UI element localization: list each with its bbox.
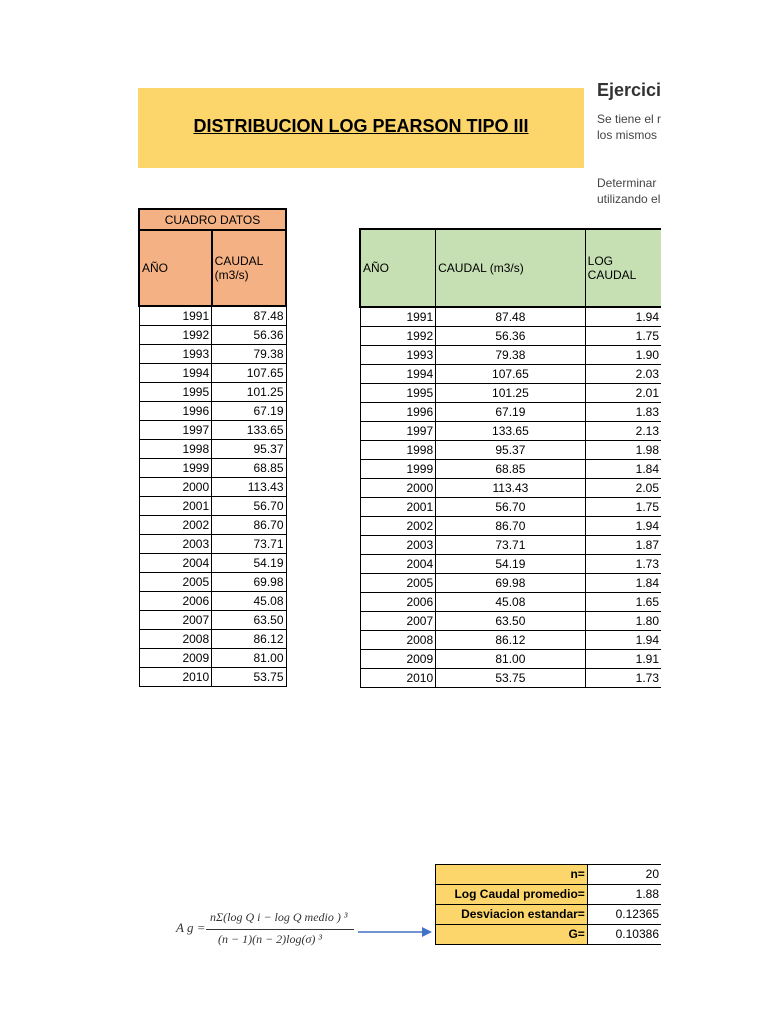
summary-label-n: n= bbox=[436, 865, 588, 885]
table-row bbox=[360, 384, 661, 403]
summary-label-mean: Log Caudal promedio= bbox=[436, 885, 588, 905]
table-row bbox=[139, 326, 286, 345]
exercise-line: utilizando el bbox=[597, 192, 661, 206]
table-row bbox=[139, 573, 286, 592]
table-row bbox=[360, 574, 661, 593]
table-cell: 1998 bbox=[360, 441, 436, 460]
table-cell: 113.43 bbox=[212, 478, 286, 497]
table-cell: 1997 bbox=[360, 422, 436, 441]
table-row bbox=[139, 364, 286, 383]
table-cell: 2.13 bbox=[585, 422, 661, 441]
table-cell: 56.36 bbox=[436, 327, 586, 346]
table-row bbox=[360, 307, 661, 327]
table-cell: 1992 bbox=[360, 327, 436, 346]
table-caption: CUADRO DATOS bbox=[139, 209, 286, 230]
table-cell: 68.85 bbox=[436, 460, 586, 479]
table-cell: 56.36 bbox=[212, 326, 286, 345]
table-cell: 1991 bbox=[139, 306, 212, 326]
column-header-year: AÑO bbox=[139, 230, 212, 306]
column-header-log-flow: LOG CAUDAL bbox=[585, 229, 661, 307]
table-row bbox=[139, 535, 286, 554]
table-cell: 1.91 bbox=[585, 650, 661, 669]
table-cell: 1.98 bbox=[585, 441, 661, 460]
table-row bbox=[360, 498, 661, 517]
table-cell: 1992 bbox=[139, 326, 212, 345]
summary-value-mean: 1.88 bbox=[587, 885, 661, 905]
table-cell: 1.90 bbox=[585, 346, 661, 365]
table-cell: 79.38 bbox=[212, 345, 286, 364]
table-row bbox=[360, 555, 661, 574]
table-cell: 133.65 bbox=[212, 421, 286, 440]
table-row bbox=[360, 422, 661, 441]
table-cell: 1.75 bbox=[585, 327, 661, 346]
page-title: DISTRIBUCION LOG PEARSON TIPO III bbox=[193, 116, 529, 136]
column-header-flow: CAUDAL (m3/s) bbox=[212, 230, 286, 306]
table-row bbox=[139, 554, 286, 573]
table-row bbox=[360, 650, 661, 669]
exercise-line: Se tiene el r bbox=[597, 112, 661, 126]
table-cell: 86.12 bbox=[212, 630, 286, 649]
table-cell: 95.37 bbox=[212, 440, 286, 459]
table-cell: 2003 bbox=[360, 536, 436, 555]
table-cell: 67.19 bbox=[436, 403, 586, 422]
table-cell: 1995 bbox=[139, 383, 212, 402]
table-cell: 56.70 bbox=[212, 497, 286, 516]
table-cell: 69.98 bbox=[212, 573, 286, 592]
table-cell: 56.70 bbox=[436, 498, 586, 517]
table-cell: 2004 bbox=[360, 555, 436, 574]
table-cell: 1.87 bbox=[585, 536, 661, 555]
table-cell: 86.12 bbox=[436, 631, 586, 650]
table-cell: 1.65 bbox=[585, 593, 661, 612]
table-row bbox=[139, 345, 286, 364]
formula-denominator: (n − 1)(n − 2)log(σ) ³ bbox=[218, 932, 323, 946]
table-cell: 1994 bbox=[139, 364, 212, 383]
table-cell: 68.85 bbox=[212, 459, 286, 478]
summary-value-n: 20 bbox=[587, 865, 661, 885]
table-cell: 2006 bbox=[360, 593, 436, 612]
table-cell: 81.00 bbox=[436, 650, 586, 669]
formula-numerator: nΣ(log Q i − log Q medio ) ³ bbox=[210, 910, 348, 924]
table-cell: 2009 bbox=[360, 650, 436, 669]
summary-label-g: G= bbox=[436, 925, 588, 945]
table-cell: 2.01 bbox=[585, 384, 661, 403]
table-row bbox=[360, 441, 661, 460]
exercise-line: los mismos bbox=[597, 128, 658, 142]
table-cell: 2007 bbox=[360, 612, 436, 631]
table-cell: 133.65 bbox=[436, 422, 586, 441]
table-cell: 54.19 bbox=[212, 554, 286, 573]
table-cell: 2005 bbox=[139, 573, 212, 592]
table-row bbox=[360, 460, 661, 479]
table-row bbox=[139, 383, 286, 402]
table-cell: 1.84 bbox=[585, 574, 661, 593]
table-cell: 87.48 bbox=[436, 307, 586, 327]
column-header-year: AÑO bbox=[360, 229, 436, 307]
summary-label-stddev: Desviacion estandar= bbox=[436, 905, 588, 925]
table-cell: 107.65 bbox=[212, 364, 286, 383]
table-cell: 2004 bbox=[139, 554, 212, 573]
table-cell: 101.25 bbox=[212, 383, 286, 402]
table-row bbox=[139, 402, 286, 421]
table-row bbox=[360, 536, 661, 555]
table-cell: 1.94 bbox=[585, 517, 661, 536]
table-cell: 1.80 bbox=[585, 612, 661, 631]
table-cell: 1998 bbox=[139, 440, 212, 459]
exercise-line: Determinar bbox=[597, 176, 657, 190]
table-cell: 1995 bbox=[360, 384, 436, 403]
table-cell: 1993 bbox=[360, 346, 436, 365]
table-cell: 69.98 bbox=[436, 574, 586, 593]
table-cell: 73.71 bbox=[436, 536, 586, 555]
log-table bbox=[359, 228, 661, 688]
table-cell: 101.25 bbox=[436, 384, 586, 403]
table-cell: 45.08 bbox=[212, 592, 286, 611]
table-cell: 86.70 bbox=[212, 516, 286, 535]
table-row bbox=[360, 403, 661, 422]
table-cell: 2006 bbox=[139, 592, 212, 611]
table-cell: 1996 bbox=[360, 403, 436, 422]
exercise-excerpt bbox=[587, 68, 661, 218]
summary-table bbox=[435, 864, 661, 945]
table-cell: 2002 bbox=[360, 517, 436, 536]
table-row bbox=[360, 669, 661, 688]
table-row bbox=[139, 611, 286, 630]
table-cell: 2009 bbox=[139, 649, 212, 668]
data-table bbox=[138, 208, 287, 687]
table-row bbox=[360, 517, 661, 536]
exercise-heading: Ejercici bbox=[597, 80, 661, 100]
table-cell: 63.50 bbox=[212, 611, 286, 630]
table-row bbox=[360, 612, 661, 631]
table-cell: 81.00 bbox=[212, 649, 286, 668]
table-row bbox=[139, 668, 286, 687]
table-cell: 1.83 bbox=[585, 403, 661, 422]
table-cell: 67.19 bbox=[212, 402, 286, 421]
table-cell: 113.43 bbox=[436, 479, 586, 498]
title-banner bbox=[138, 88, 584, 168]
table-cell: 2005 bbox=[360, 574, 436, 593]
formula-lhs: A g = bbox=[176, 920, 206, 935]
arrow-right-icon bbox=[358, 924, 434, 940]
table-cell: 1994 bbox=[360, 365, 436, 384]
table-cell: 1996 bbox=[139, 402, 212, 421]
table-cell: 1.94 bbox=[585, 307, 661, 327]
table-row bbox=[360, 631, 661, 650]
table-row bbox=[360, 327, 661, 346]
table-cell: 1999 bbox=[360, 460, 436, 479]
table-row bbox=[139, 630, 286, 649]
table-cell: 87.48 bbox=[212, 306, 286, 326]
table-cell: 1993 bbox=[139, 345, 212, 364]
table-cell: 2000 bbox=[360, 479, 436, 498]
summary-value-g: 0.10386 bbox=[587, 925, 661, 945]
table-cell: 2008 bbox=[139, 630, 212, 649]
table-row bbox=[139, 497, 286, 516]
table-cell: 1991 bbox=[360, 307, 436, 327]
table-cell: 86.70 bbox=[436, 517, 586, 536]
table-cell: 107.65 bbox=[436, 365, 586, 384]
table-cell: 1999 bbox=[139, 459, 212, 478]
table-cell: 53.75 bbox=[436, 669, 586, 688]
table-cell: 45.08 bbox=[436, 593, 586, 612]
table-cell: 2001 bbox=[360, 498, 436, 517]
table-cell: 1.84 bbox=[585, 460, 661, 479]
table-cell: 53.75 bbox=[212, 668, 286, 687]
table-cell: 2.05 bbox=[585, 479, 661, 498]
skew-formula bbox=[176, 908, 356, 950]
table-row bbox=[139, 421, 286, 440]
table-row bbox=[139, 478, 286, 497]
table-row bbox=[360, 479, 661, 498]
table-cell: 1.75 bbox=[585, 498, 661, 517]
fraction-bar bbox=[206, 929, 354, 930]
table-cell: 63.50 bbox=[436, 612, 586, 631]
table-cell: 2002 bbox=[139, 516, 212, 535]
table-cell: 2007 bbox=[139, 611, 212, 630]
table-cell: 2010 bbox=[139, 668, 212, 687]
table-cell: 95.37 bbox=[436, 441, 586, 460]
table-cell: 54.19 bbox=[436, 555, 586, 574]
summary-value-stddev: 0.12365 bbox=[587, 905, 661, 925]
table-cell: 1.73 bbox=[585, 555, 661, 574]
table-cell: 1.73 bbox=[585, 669, 661, 688]
table-row bbox=[139, 592, 286, 611]
table-row bbox=[139, 306, 286, 326]
table-row bbox=[139, 516, 286, 535]
table-row bbox=[139, 440, 286, 459]
table-cell: 2.03 bbox=[585, 365, 661, 384]
table-cell: 1997 bbox=[139, 421, 212, 440]
table-cell: 2001 bbox=[139, 497, 212, 516]
table-cell: 79.38 bbox=[436, 346, 586, 365]
table-row bbox=[139, 459, 286, 478]
table-cell: 2008 bbox=[360, 631, 436, 650]
table-cell: 1.94 bbox=[585, 631, 661, 650]
table-cell: 2010 bbox=[360, 669, 436, 688]
table-row bbox=[360, 593, 661, 612]
column-header-flow: CAUDAL (m3/s) bbox=[436, 229, 586, 307]
table-cell: 73.71 bbox=[212, 535, 286, 554]
table-row bbox=[360, 346, 661, 365]
table-row bbox=[139, 649, 286, 668]
table-cell: 2000 bbox=[139, 478, 212, 497]
table-cell: 2003 bbox=[139, 535, 212, 554]
table-row bbox=[360, 365, 661, 384]
